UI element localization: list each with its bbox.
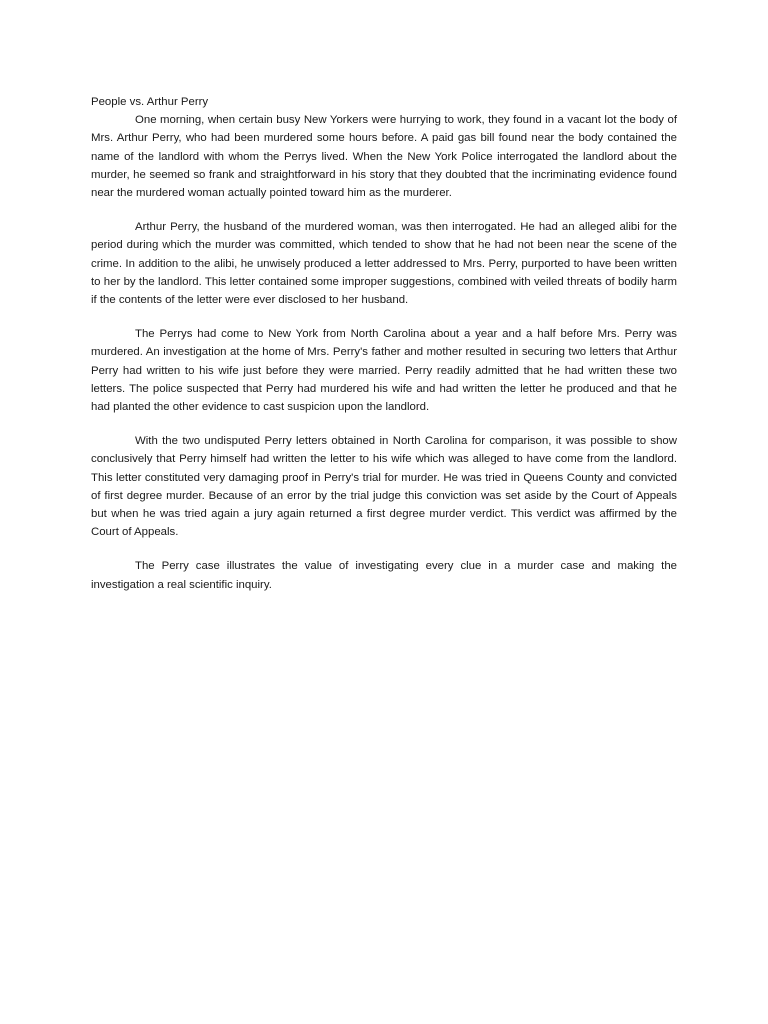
document-body (91, 93, 677, 610)
paragraph-4: With the two undisputed Perry letters obtained in North Carolina for comparison, it was possible to show conclusively that Perry himself had written the letter to his wife which was alleged to have come from the landlord. This letter constituted very damaging proof in Perry's trial for murder. He was tried in Queens County and convicted of first degree murder. Because of an error by the trial judge this conviction was set aside by the Court of Appeals but when he was tried again a jury again returned a first degree murder verdict. This verdict was affirmed by the Court of Appeals. (91, 435, 677, 539)
paragraph-1: One morning, when certain busy New Yorkers were hurrying to work, they found in a vacant lot the body of Mrs. Arthur Perry, who had been murdered some hours before. A paid gas bill found near the body contained the name of the landlord with whom the Perrys lived. When the New York Police interrogated the landlord about the murder, he seemed so frank and straightforward in his story that they doubted that the incriminating evidence found near the murdered woman actually pointed toward him as the murderer. (91, 114, 677, 200)
paragraph-3: The Perrys had come to New York from North Carolina about a year and a half before Mrs. Perry was murdered. An investigation at the home of Mrs. Perry's father and mother resulted in securing two letters that Arthur Perry had written to his wife just before they were married. Perry readily admitted that he had written these two letters. The police suspected that Perry had murdered his wife and had written the letter he produced and that he had planted the other evidence to cast suspicion upon the landlord. (91, 328, 677, 414)
paragraph-2: Arthur Perry, the husband of the murdered woman, was then interrogated. He had an alleged alibi for the period during which the murder was committed, which tended to show that he had not been near the scene of the crime. In addition to the alibi, he unwisely produced a letter addressed to Mrs. Perry, purported to have been written to her by the landlord. This letter contained some improper suggestions, combined with veiled threats of bodily harm if the contents of the letter were ever disclosed to her husband. (91, 221, 677, 307)
paragraph-5: The Perry case illustrates the value of investigating every clue in a murder case and making the investigation a real scientific inquiry. (91, 560, 677, 591)
document-title: People vs. Arthur Perry (91, 96, 209, 108)
